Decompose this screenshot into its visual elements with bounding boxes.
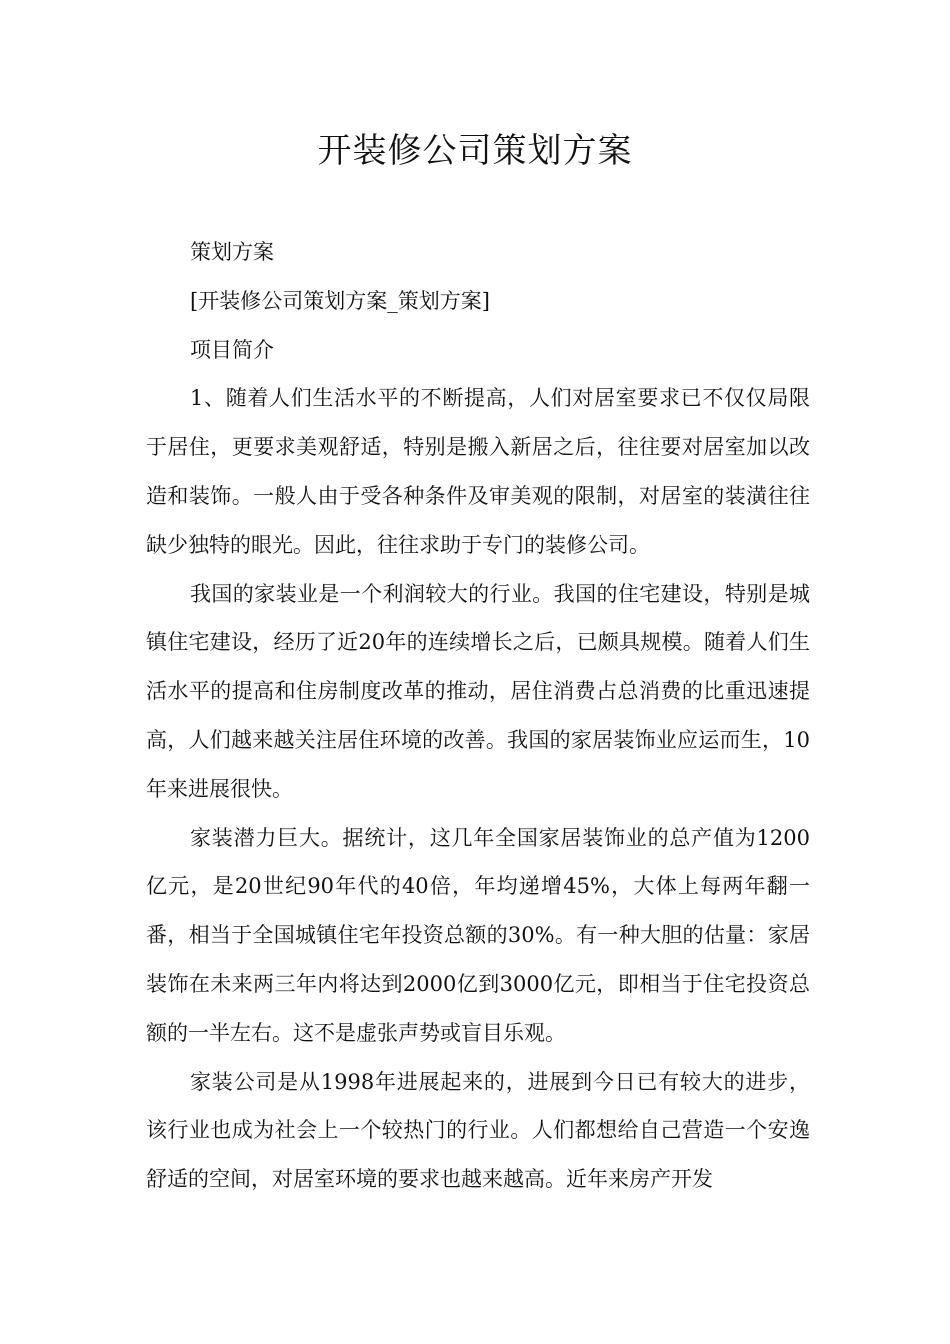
document-title: 开装修公司策划方案 <box>317 131 633 171</box>
paragraph-2: 我国的家装业是一个利润较大的行业。我国的住宅建设，特别是城镇住宅建设，经历了近20年的连续增长之后，已颇具规模。随着人们生活水平的提高和住房制度改革的推动，居住消费占总消费的比重迅速提高，人们越来越关注居住环境的改善。我国的家居装饰业应运而生，10年来进展很快。 <box>146 581 810 801</box>
paragraph-heading-plan: 策划方案 <box>190 240 274 264</box>
document-body <box>146 228 810 1204</box>
paragraph-project-intro: 项目简介 <box>190 337 274 362</box>
paragraph-1: 1、随着人们生活水平的不断提高，人们对居室要求已不仅仅局限于居住，更要求美观舒适，特别是搬入新居之后，往往要对居室加以改造和装饰。一般人由于受各种条件及审美观的限制，对居室的装潢往往缺少独特的眼光。因此，往往求助于专门的装修公司。 <box>146 386 810 557</box>
paragraph-bracket-title: [开装修公司策划方案_策划方案] <box>190 288 490 313</box>
paragraph-3: 家装潜力巨大。据统计，这几年全国家居装饰业的总产值为1200亿元，是20世纪90年代的40倍，年均递增45%，大体上每两年翻一番，相当于全国城镇住宅年投资总额的30%。有一种大胆的估量：家居装饰在未来两三年内将达到2000亿到3000亿元，即相当于住宅投资总额的一半左右。这不是虚张声势或盲目乐观。 <box>146 825 810 1045</box>
paragraph-4: 家装公司是从1998年进展起来的，进展到今日已有较大的进步，该行业也成为社会上一个较热门的行业。人们都想给自己营造一个安逸舒适的空间，对居室环境的要求也越来越高。近年来房产开发 <box>146 1069 810 1192</box>
